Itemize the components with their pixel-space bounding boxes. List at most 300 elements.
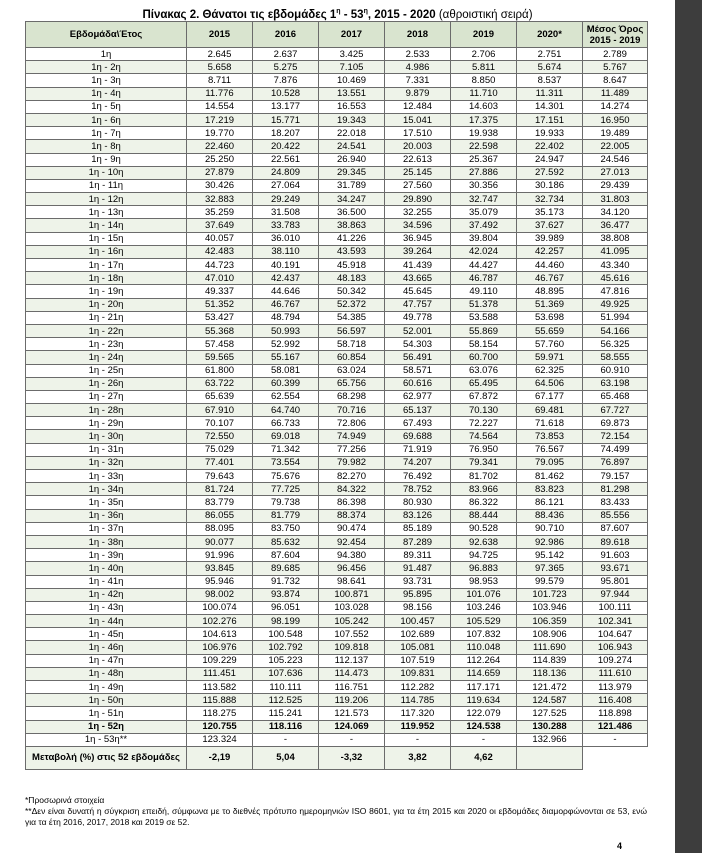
value-cell: 22.613 (385, 153, 451, 166)
value-cell: 85.632 (253, 535, 319, 548)
table-row (26, 61, 648, 74)
value-cell: 4.986 (385, 61, 451, 74)
header-col-7: Μέσος Όρος 2015 - 2019 (583, 22, 648, 48)
value-cell: 77.401 (187, 456, 253, 469)
value-cell: - (253, 733, 319, 746)
value-cell: 124.587 (517, 694, 583, 707)
value-cell: 103.946 (517, 601, 583, 614)
value-cell: 65.468 (583, 390, 648, 403)
value-cell: 43.665 (385, 272, 451, 285)
value-cell: 9.879 (385, 87, 451, 100)
value-cell: 8.647 (583, 74, 648, 87)
value-cell: 19.938 (451, 127, 517, 140)
value-cell: 47.757 (385, 298, 451, 311)
table-row (26, 694, 648, 707)
table-row (26, 681, 648, 694)
value-cell: 111.451 (187, 667, 253, 680)
value-cell: 93.671 (583, 562, 648, 575)
table-row (26, 232, 648, 245)
value-cell: 108.906 (517, 628, 583, 641)
value-cell: 113.582 (187, 681, 253, 694)
value-cell: 69.873 (583, 417, 648, 430)
value-cell: 79.095 (517, 456, 583, 469)
value-cell: 132.966 (517, 733, 583, 746)
week-range-cell: 1η - 19η (26, 285, 187, 298)
value-cell: 90.710 (517, 522, 583, 535)
value-cell: 16.553 (319, 100, 385, 113)
table-row (26, 193, 648, 206)
value-cell: 41.095 (583, 245, 648, 258)
value-cell: 7.105 (319, 61, 385, 74)
value-cell: 114.785 (385, 694, 451, 707)
value-cell: 8.711 (187, 74, 253, 87)
week-range-cell: 1η - 34η (26, 483, 187, 496)
week-range-cell: 1η - 22η (26, 324, 187, 337)
value-cell: 63.198 (583, 377, 648, 390)
value-cell: 107.832 (451, 628, 517, 641)
value-cell: 100.457 (385, 615, 451, 628)
table-row (26, 140, 648, 153)
table-row (26, 733, 648, 746)
table-row (26, 470, 648, 483)
value-cell: 95.946 (187, 575, 253, 588)
value-cell: 56.597 (319, 324, 385, 337)
value-cell: 124.069 (319, 720, 385, 733)
value-cell: 26.940 (319, 153, 385, 166)
value-cell: 2.751 (517, 48, 583, 61)
value-cell: 76.897 (583, 456, 648, 469)
week-range-cell: 1η - 18η (26, 272, 187, 285)
value-cell: 37.649 (187, 219, 253, 232)
value-cell: 94.380 (319, 549, 385, 562)
change-value-cell: -3,32 (319, 746, 385, 769)
table-row (26, 74, 648, 87)
value-cell: 31.803 (583, 193, 648, 206)
table-row (26, 562, 648, 575)
table-row (26, 338, 648, 351)
change-label-cell: Μεταβολή (%) στις 52 εβδομάδες (26, 746, 187, 769)
week-range-cell: 1η - 21η (26, 311, 187, 324)
table-row (26, 404, 648, 417)
value-cell: - (583, 733, 648, 746)
table-row (26, 206, 648, 219)
value-cell: 57.458 (187, 338, 253, 351)
value-cell: 94.725 (451, 549, 517, 562)
value-cell: 31.508 (253, 206, 319, 219)
value-cell: 20.003 (385, 140, 451, 153)
value-cell: 19.933 (517, 127, 583, 140)
value-cell: 67.493 (385, 417, 451, 430)
value-cell: 54.166 (583, 324, 648, 337)
week-range-cell: 1η - 35η (26, 496, 187, 509)
value-cell: 22.561 (253, 153, 319, 166)
value-cell: 24.541 (319, 140, 385, 153)
value-cell: 63.076 (451, 364, 517, 377)
table-row (26, 483, 648, 496)
value-cell: 39.264 (385, 245, 451, 258)
value-cell: 61.800 (187, 364, 253, 377)
value-cell: 97.365 (517, 562, 583, 575)
value-cell: 71.919 (385, 443, 451, 456)
value-cell: 110.111 (253, 681, 319, 694)
value-cell: 12.484 (385, 100, 451, 113)
value-cell: 98.641 (319, 575, 385, 588)
week-range-cell: 1η - 8η (26, 140, 187, 153)
value-cell: 55.167 (253, 351, 319, 364)
value-cell: 118.275 (187, 707, 253, 720)
value-cell: 87.604 (253, 549, 319, 562)
value-cell: 93.845 (187, 562, 253, 575)
value-cell: 46.787 (451, 272, 517, 285)
value-cell: 92.454 (319, 535, 385, 548)
value-cell: 55.368 (187, 324, 253, 337)
value-cell: 79.643 (187, 470, 253, 483)
value-cell: 86.398 (319, 496, 385, 509)
value-cell: 42.257 (517, 245, 583, 258)
value-cell: 11.489 (583, 87, 648, 100)
value-cell: 24.947 (517, 153, 583, 166)
value-cell: 32.747 (451, 193, 517, 206)
table-row (26, 298, 648, 311)
value-cell: 70.130 (451, 404, 517, 417)
value-cell: 65.639 (187, 390, 253, 403)
value-cell: 69.481 (517, 404, 583, 417)
week-range-cell: 1η - 6η (26, 113, 187, 126)
value-cell: 79.738 (253, 496, 319, 509)
value-cell: 44.460 (517, 259, 583, 272)
value-cell: 44.646 (253, 285, 319, 298)
value-cell: 103.246 (451, 601, 517, 614)
value-cell: 38.110 (253, 245, 319, 258)
value-cell: 34.120 (583, 206, 648, 219)
value-cell: 37.627 (517, 219, 583, 232)
value-cell: 72.227 (451, 417, 517, 430)
value-cell: 40.057 (187, 232, 253, 245)
value-cell: 65.495 (451, 377, 517, 390)
table-row (26, 430, 648, 443)
value-cell: 96.883 (451, 562, 517, 575)
value-cell: 102.276 (187, 615, 253, 628)
value-cell: 62.325 (517, 364, 583, 377)
week-range-cell: 1η - 38η (26, 535, 187, 548)
value-cell: 72.806 (319, 417, 385, 430)
value-cell: 116.408 (583, 694, 648, 707)
week-range-cell: 1η - 42η (26, 588, 187, 601)
table-row (26, 219, 648, 232)
value-cell: 102.689 (385, 628, 451, 641)
table-row (26, 259, 648, 272)
value-cell: 106.359 (517, 615, 583, 628)
value-cell: 43.593 (319, 245, 385, 258)
value-cell: 105.529 (451, 615, 517, 628)
value-cell: 104.613 (187, 628, 253, 641)
value-cell: 51.994 (583, 311, 648, 324)
week-range-cell: 1η - 20η (26, 298, 187, 311)
value-cell: 36.500 (319, 206, 385, 219)
table-row (26, 100, 648, 113)
value-cell: 42.437 (253, 272, 319, 285)
value-cell: 79.982 (319, 456, 385, 469)
value-cell: 50.993 (253, 324, 319, 337)
value-cell: 90.077 (187, 535, 253, 548)
table-row (26, 179, 648, 192)
table-row (26, 113, 648, 126)
value-cell: 57.760 (517, 338, 583, 351)
value-cell: 13.177 (253, 100, 319, 113)
value-cell: 109.818 (319, 641, 385, 654)
value-cell: 67.727 (583, 404, 648, 417)
value-cell: 124.538 (451, 720, 517, 733)
value-cell: 114.473 (319, 667, 385, 680)
table-body (26, 48, 648, 770)
value-cell: 44.427 (451, 259, 517, 272)
week-range-cell: 1η - 31η (26, 443, 187, 456)
value-cell: 87.289 (385, 535, 451, 548)
value-cell: 90.474 (319, 522, 385, 535)
deaths-table (25, 21, 648, 770)
value-cell: 63.722 (187, 377, 253, 390)
week-range-cell: 1η - 3η (26, 74, 187, 87)
value-cell: 25.145 (385, 166, 451, 179)
value-cell: 113.979 (583, 681, 648, 694)
table-row (26, 496, 648, 509)
value-cell: 130.288 (517, 720, 583, 733)
value-cell: 53.698 (517, 311, 583, 324)
value-cell: 110.048 (451, 641, 517, 654)
value-cell: 40.191 (253, 259, 319, 272)
table-row (26, 377, 648, 390)
week-range-cell: 1η - 48η (26, 667, 187, 680)
week-range-cell: 1η - 14η (26, 219, 187, 232)
value-cell: 114.839 (517, 654, 583, 667)
value-cell: 49.110 (451, 285, 517, 298)
week-range-cell: 1η - 16η (26, 245, 187, 258)
value-cell: 27.879 (187, 166, 253, 179)
value-cell: 105.081 (385, 641, 451, 654)
value-cell: 118.116 (253, 720, 319, 733)
value-cell: 107.636 (253, 667, 319, 680)
value-cell: 44.723 (187, 259, 253, 272)
week-range-cell: 1η - 49η (26, 681, 187, 694)
value-cell: 83.750 (253, 522, 319, 535)
value-cell: 102.341 (583, 615, 648, 628)
table-title: Πίνακας 2. Θάνατοι τις εβδομάδες $1^\eta - 53^\eta$, 2015 - 2020 (αθροιστική σειρά) (142, 8, 533, 21)
value-cell: 14.554 (187, 100, 253, 113)
value-cell: 83.433 (583, 496, 648, 509)
value-cell: 27.592 (517, 166, 583, 179)
value-cell: 19.343 (319, 113, 385, 126)
value-cell: 111.610 (583, 667, 648, 680)
value-cell: 115.241 (253, 707, 319, 720)
value-cell: 120.755 (187, 720, 253, 733)
value-cell: 31.789 (319, 179, 385, 192)
value-cell: 79.157 (583, 470, 648, 483)
table-row (26, 509, 648, 522)
value-cell: 79.341 (451, 456, 517, 469)
week-range-cell: 1η - 10η (26, 166, 187, 179)
change-value-cell: 5,04 (253, 746, 319, 769)
value-cell: 42.483 (187, 245, 253, 258)
week-range-cell: 1η (26, 48, 187, 61)
value-cell: 2.706 (451, 48, 517, 61)
week-range-cell: 1η - 52η (26, 720, 187, 733)
week-range-cell: 1η - 26η (26, 377, 187, 390)
value-cell: 98.156 (385, 601, 451, 614)
value-cell: 62.554 (253, 390, 319, 403)
value-cell: 107.519 (385, 654, 451, 667)
table-row (26, 615, 648, 628)
value-cell: 78.752 (385, 483, 451, 496)
week-range-cell: 1η - 39η (26, 549, 187, 562)
value-cell: 60.910 (583, 364, 648, 377)
value-cell: 36.945 (385, 232, 451, 245)
value-cell: 112.282 (385, 681, 451, 694)
value-cell: 90.528 (451, 522, 517, 535)
value-cell: 91.996 (187, 549, 253, 562)
value-cell: 92.986 (517, 535, 583, 548)
value-cell: 19.489 (583, 127, 648, 140)
value-cell: 103.028 (319, 601, 385, 614)
value-cell: 112.264 (451, 654, 517, 667)
value-cell: 100.548 (253, 628, 319, 641)
value-cell: 121.472 (517, 681, 583, 694)
value-cell: 115.888 (187, 694, 253, 707)
week-range-cell: 1η - 2η (26, 61, 187, 74)
value-cell: 58.154 (451, 338, 517, 351)
value-cell: 100.111 (583, 601, 648, 614)
value-cell: 17.219 (187, 113, 253, 126)
table-row (26, 667, 648, 680)
value-cell: 71.342 (253, 443, 319, 456)
value-cell: 32.734 (517, 193, 583, 206)
value-cell: 7.876 (253, 74, 319, 87)
week-range-cell: 1η - 46η (26, 641, 187, 654)
value-cell: 116.751 (319, 681, 385, 694)
table-row (26, 641, 648, 654)
value-cell: 127.525 (517, 707, 583, 720)
week-range-cell: 1η - 36η (26, 509, 187, 522)
value-cell: 68.298 (319, 390, 385, 403)
value-cell: 93.731 (385, 575, 451, 588)
week-range-cell: 1η - 13η (26, 206, 187, 219)
table-header-row (26, 22, 648, 48)
value-cell: 35.079 (451, 206, 517, 219)
table-row (26, 601, 648, 614)
value-cell: 60.700 (451, 351, 517, 364)
week-range-cell: 1η - 5η (26, 100, 187, 113)
value-cell: 53.427 (187, 311, 253, 324)
value-cell: 69.018 (253, 430, 319, 443)
table-row (26, 311, 648, 324)
week-range-cell: 1η - 47η (26, 654, 187, 667)
value-cell: 25.250 (187, 153, 253, 166)
week-range-cell: 1η - 53η** (26, 733, 187, 746)
value-cell: 17.510 (385, 127, 451, 140)
value-cell: 123.324 (187, 733, 253, 746)
week-range-cell: 1η - 51η (26, 707, 187, 720)
value-cell: 76.950 (451, 443, 517, 456)
value-cell: 60.616 (385, 377, 451, 390)
change-row (26, 746, 648, 769)
value-cell: 45.918 (319, 259, 385, 272)
value-cell: 74.564 (451, 430, 517, 443)
value-cell: 81.702 (451, 470, 517, 483)
value-cell: 59.971 (517, 351, 583, 364)
value-cell: 76.567 (517, 443, 583, 456)
value-cell: 42.024 (451, 245, 517, 258)
value-cell: 29.249 (253, 193, 319, 206)
value-cell: 83.966 (451, 483, 517, 496)
value-cell: 3.425 (319, 48, 385, 61)
value-cell: 11.776 (187, 87, 253, 100)
value-cell: 95.142 (517, 549, 583, 562)
value-cell: 60.854 (319, 351, 385, 364)
value-cell: - (451, 733, 517, 746)
value-cell: 100.074 (187, 601, 253, 614)
table-row (26, 364, 648, 377)
value-cell: 73.853 (517, 430, 583, 443)
week-range-cell: 1η - 9η (26, 153, 187, 166)
week-range-cell: 1η - 29η (26, 417, 187, 430)
table-row (26, 575, 648, 588)
table-row (26, 535, 648, 548)
value-cell: 8.537 (517, 74, 583, 87)
value-cell: 43.340 (583, 259, 648, 272)
value-cell: 33.783 (253, 219, 319, 232)
value-cell: 87.607 (583, 522, 648, 535)
change-value-cell: 4,62 (451, 746, 517, 769)
week-range-cell: 1η - 25η (26, 364, 187, 377)
table-row (26, 417, 648, 430)
value-cell: 85.556 (583, 509, 648, 522)
value-cell: 96.051 (253, 601, 319, 614)
value-cell: 45.645 (385, 285, 451, 298)
value-cell: 85.189 (385, 522, 451, 535)
value-cell: 17.375 (451, 113, 517, 126)
value-cell: 7.331 (385, 74, 451, 87)
value-cell: 101.723 (517, 588, 583, 601)
table-row (26, 707, 648, 720)
value-cell: 51.378 (451, 298, 517, 311)
value-cell: 30.426 (187, 179, 253, 192)
week-range-cell: 1η - 44η (26, 615, 187, 628)
value-cell: 11.710 (451, 87, 517, 100)
value-cell: 17.151 (517, 113, 583, 126)
value-cell: 2.637 (253, 48, 319, 61)
value-cell: 37.492 (451, 219, 517, 232)
value-cell: 66.733 (253, 417, 319, 430)
week-range-cell: 1η - 12η (26, 193, 187, 206)
value-cell: 52.992 (253, 338, 319, 351)
value-cell: 11.311 (517, 87, 583, 100)
value-cell: 91.603 (583, 549, 648, 562)
value-cell: 49.337 (187, 285, 253, 298)
value-cell: 118.136 (517, 667, 583, 680)
value-cell: 92.638 (451, 535, 517, 548)
value-cell: 83.779 (187, 496, 253, 509)
value-cell: 122.079 (451, 707, 517, 720)
value-cell: 52.372 (319, 298, 385, 311)
value-cell: 111.690 (517, 641, 583, 654)
value-cell: 65.756 (319, 377, 385, 390)
value-cell: 47.816 (583, 285, 648, 298)
value-cell: 36.010 (253, 232, 319, 245)
value-cell: 27.013 (583, 166, 648, 179)
value-cell: 35.173 (517, 206, 583, 219)
value-cell: 5.275 (253, 61, 319, 74)
table-row (26, 153, 648, 166)
week-range-cell: 1η - 11η (26, 179, 187, 192)
